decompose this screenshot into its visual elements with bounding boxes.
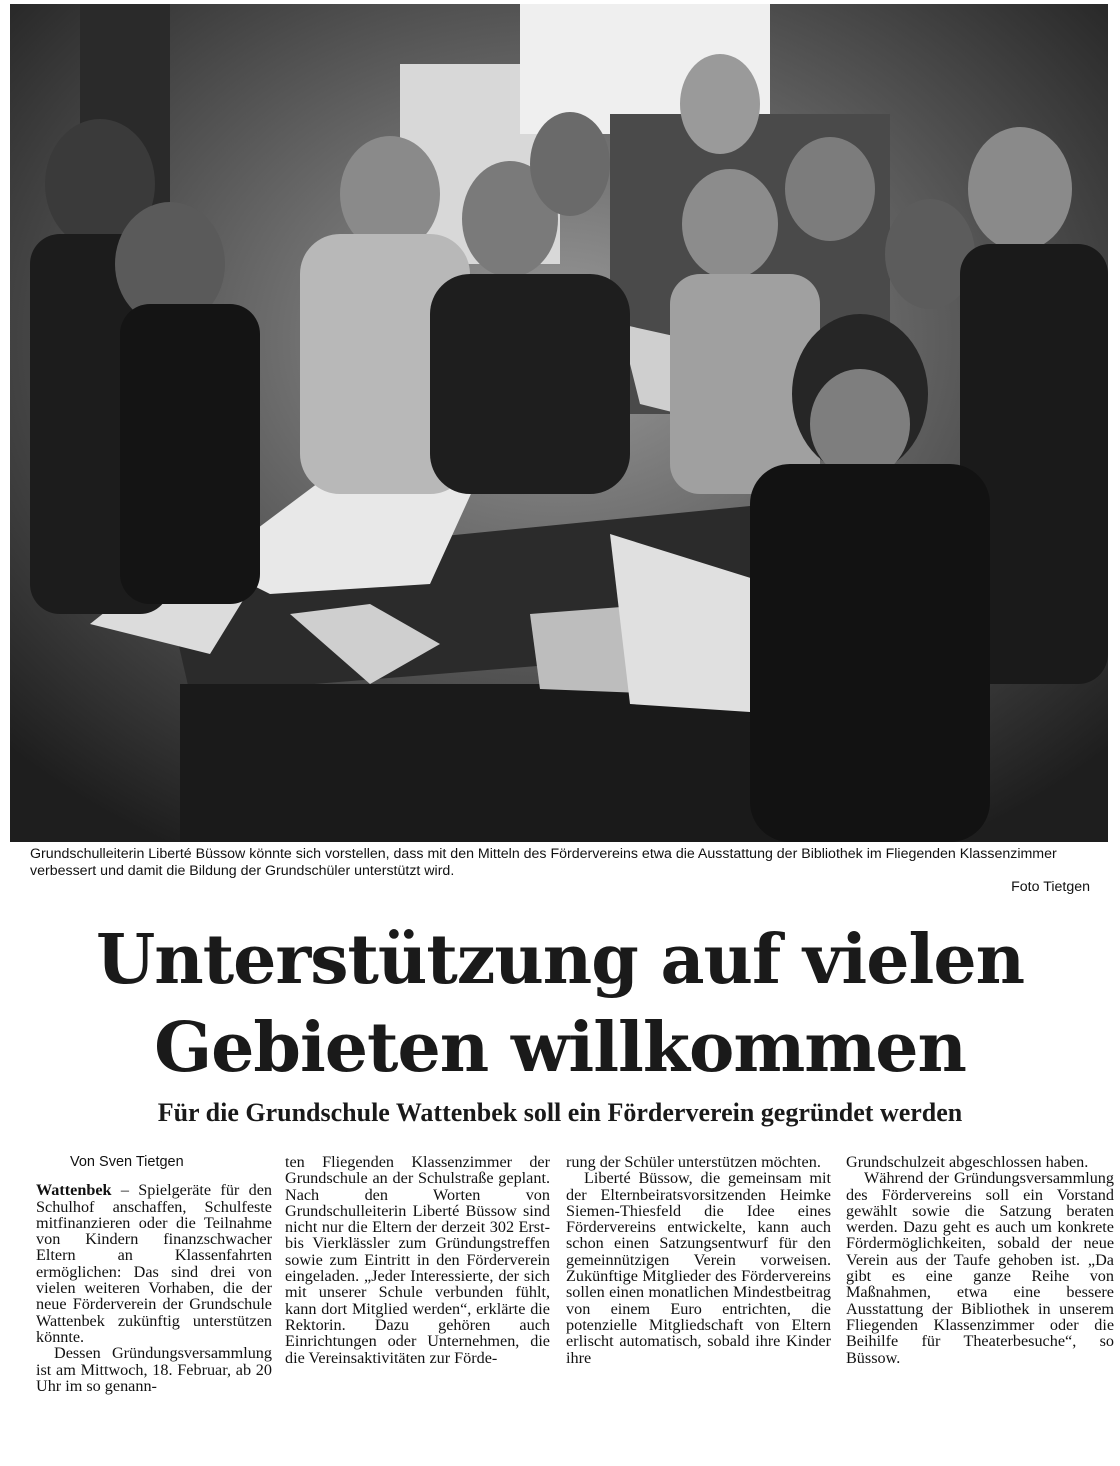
photo-credit: Foto Tietgen bbox=[1011, 879, 1090, 895]
article-paragraph: Während der Gründungsversammlung des Fördervereins soll ein Vorstand gewählt sowie die Satzung beraten werden. Dazu geht es auch um konkrete Fördermöglichkeiten, sobald der neue Verein aus der Taufe gehoben ist. „Da gibt es eine ganze Reihe von Maßnahmen, etwa eine bessere Ausstattung der Bibliothek in unserem Fliegenden Klassenzimmer oder die Beihilfe für Theaterbesuche“, so Büssow. bbox=[846, 1169, 1114, 1367]
article-column-1 bbox=[36, 1154, 272, 1394]
subheadline: Für die Grundschule Wattenbek soll ein Förderverein gegründet werden bbox=[157, 1098, 963, 1127]
article-column-4 bbox=[846, 1154, 1114, 1366]
article-paragraph: Dessen Gründungsversammlung ist am Mittwoch, 18. Februar, ab 20 Uhr im so genann- bbox=[36, 1344, 272, 1395]
article-column-3 bbox=[566, 1154, 831, 1366]
article-paragraph: Liberté Büssow, die gemeinsam mit der Elternbeiratsvorsitzenden Heimke Siemen-Thiesfeld die Idee eines Fördervereins entwickelte, kann auch schon einen Satzungsentwurf für den gemeinnützigen Verein vorweisen. Zukünftige Mitglieder des Fördervereins sollen einen monatlichen Mindestbeitrag von einem Euro entrichten, die potenzielle Mitgliedschaft von Eltern erlischt automatisch, sobald ihre Kinder ihre bbox=[566, 1169, 831, 1367]
article-text: – Spielgeräte für den Schulhof anschaffen, Schulfeste mitfinanzieren oder die Teilnahme von Kindern finanzschwacher Eltern an Klassenfahrten ermöglichen: Das sind drei von vielen weiteren Vorhaben, die der neue Förderverein der Grundschule Wattenbek zukünftig unterstützen könnte. bbox=[36, 1181, 272, 1346]
photo-illustration bbox=[10, 4, 1108, 842]
article-paragraph: ten Fliegenden Klassenzimmer der Grundschule an der Schulstraße geplant. Nach den Worten von Grundschulleiterin Liberté Büssow sind nicht nur die Eltern der derzeit 302 Erst- bis Vierklässler zum Gründungstreffen sowie zum Eintritt in den Förderverein eingeladen. „Jeder Interessierte, der sich mit unserer Schule verbunden fühlt, kann dort Mitglied werden“, erklärte die Rektorin. Dazu gehören auch Einrichtungen oder Unternehmen, die die Vereinsaktivitäten zur Förde- bbox=[285, 1153, 550, 1367]
dateline: Wattenbek bbox=[36, 1181, 112, 1200]
article-paragraph: Grundschulzeit abgeschlossen haben. bbox=[846, 1153, 1089, 1171]
article-paragraph bbox=[36, 1182, 272, 1345]
photo-caption bbox=[30, 846, 1090, 896]
article-photo bbox=[10, 4, 1108, 842]
article-column-2 bbox=[285, 1154, 550, 1366]
headline-line-2: Gebieten willkommen bbox=[154, 1008, 966, 1088]
article-paragraph: rung der Schüler unterstützen möchten. bbox=[566, 1153, 821, 1171]
byline: Von Sven Tietgen bbox=[70, 1154, 184, 1170]
headline-line-1: Unterstützung auf vielen bbox=[95, 920, 1025, 1000]
caption-text: Grundschulleiterin Liberté Büssow könnte sich vorstellen, dass mit den Mitteln des Fördervereins etwa die Ausstattung der Bibliothek im Fliegenden Klassenzimmer verbessert und damit die Bildung der Grundschüler unterstützt wird. bbox=[30, 846, 1057, 879]
